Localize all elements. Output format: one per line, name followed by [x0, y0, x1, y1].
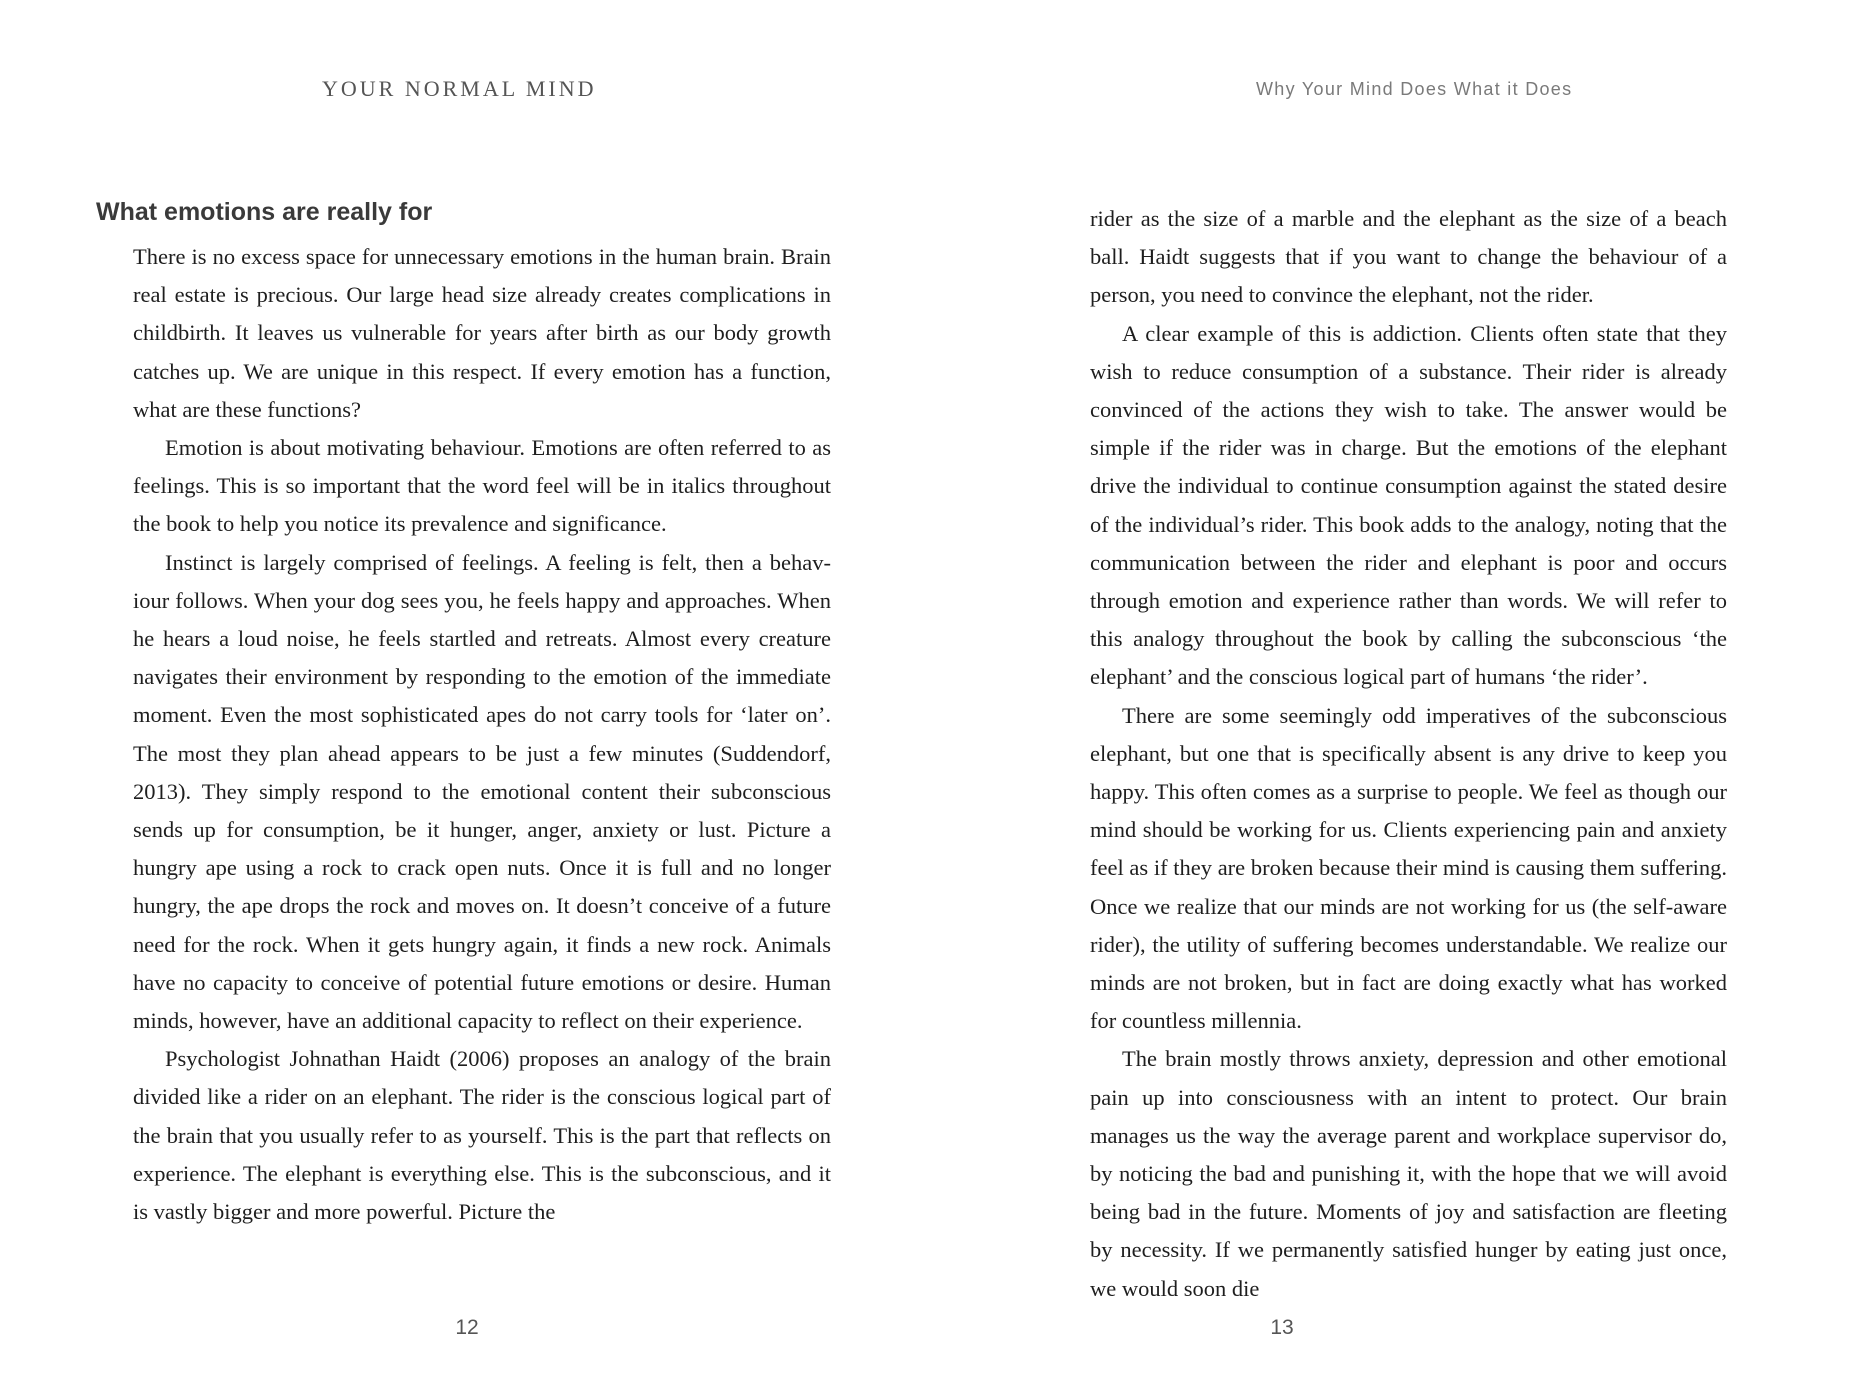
paragraph: There is no excess space for unnecessary emotions in the human brain. Brain real estate is precious. Our large head size already creates complications in childbirth. It leaves us vulnerable for years after birth as our body growth catches up. We are unique in this respect. If every emotion has a function, what are these functions? [133, 244, 831, 422]
section-heading: What emotions are really for [96, 198, 433, 226]
page-number: 13 [1270, 1316, 1294, 1339]
running-head-book-title: YOUR NORMAL MIND [322, 76, 597, 101]
paragraph: Instinct is largely comprised of feelings. A feeling is felt, then a behaviour follows. When your dog sees you, he feels happy and approaches. When he hears a loud noise, he feels startled and retreats. Almost every creature navigates their environment by responding to the emotion of the immediate moment. Even the most sophisticated apes do not carry tools for ‘later on’. The most they plan ahead appears to be just a few minutes (Suddendorf, 2013). They simply respond to the emotional content their subconscious sends up for consumption, be it hunger, anger, anxiety or lust. Picture a hungry ape using a rock to crack open nuts. Once it is full and no longer hungry, the ape drops the rock and moves on. It doesn’t conceive of a future need for the rock. When it gets hungry again, it finds a new rock. Animals have no capacity to conceive of potential future emotions or desire. Human minds, however, have an additional capacity to reflect on their experience. [133, 549, 831, 1034]
running-head-chapter-title: Why Your Mind Does What it Does [1256, 79, 1573, 99]
paragraph: There are some seemingly odd imperatives of the subconscious elephant, but one that is specifically absent is any drive to keep you happy. This often comes as a surprise to people. We feel as though our mind should be working for us. Clients experiencing pain and anxiety feel as if they are broken because their mind is causing them suffering. Once we realize that our minds are not working for us (the self-aware rider), the utility of suffering becomes understandable. We realize our minds are not broken, but in fact are doing exactly what has worked for countless millennia. [1090, 702, 1727, 1034]
paragraph: Psychologist Johnathan Haidt (2006) proposes an analogy of the brain divided like a rider on an elephant. The rider is the conscious logical part of the brain that you usually refer to as yourself. This is the part that reflects on experience. The elephant is everything else. This is the subconscious, and it is vastly bigger and more powerful. Picture the [133, 1046, 831, 1225]
paragraph: Emotion is about motivating behaviour. Emotions are often referred to as feelings. This is so important that the word feel will be in italics throughout the book to help you notice its prevalence and significance. [133, 435, 831, 537]
paragraph: A clear example of this is addiction. Clients often state that they wish to reduce consumption of a substance. Their rider is already convinced of the actions they wish to take. The answer would be simple if the rider was in charge. But the emotions of the elephant drive the individual to continue consumption against the stated desire of the individual’s rider. This book adds to the analogy, noting that the communication between the rider and elephant is poor and occurs through emotion and experience rather than words. We will refer to this analogy throughout the book by calling the subconscious ‘the elephant’ and the conscious logical part of humans ‘the rider’. [1090, 320, 1727, 690]
right-page [933, 0, 1866, 1400]
paragraph: rider as the size of a marble and the elephant as the size of a beach ball. Haidt suggests that if you want to change the behaviour of a person, you need to convince the elephant, not the rider. [1090, 206, 1727, 308]
page-number: 12 [455, 1316, 479, 1339]
paragraph: The brain mostly throws anxiety, depression and other emotional pain up into consciousness with an intent to protect. Our brain manages us the way the average parent and workplace supervisor do, by noticing the bad and punishing it, with the hope that we will avoid being bad in the future. Moments of joy and satisfaction are fleeting by necessity. If we permanently satisfied hunger by eating just once, we would soon die [1090, 1046, 1727, 1301]
left-page-body [133, 238, 831, 1231]
right-page-body [1090, 200, 1727, 1308]
